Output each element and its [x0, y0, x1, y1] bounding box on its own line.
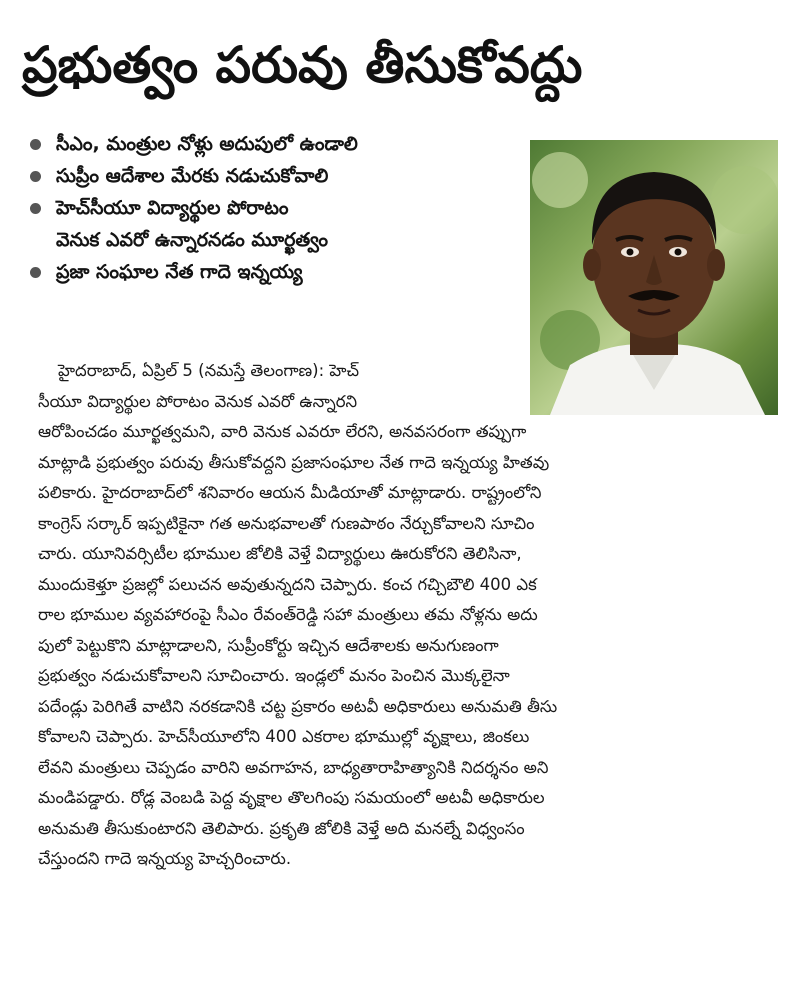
article-line: పలికారు. హైదరాబాద్‌లో శనివారం ఆయన మీడియాతో మాట్లాడారు. రాష్ట్రంలోని [38, 483, 542, 502]
bullet-dot-icon [30, 139, 41, 150]
article-line: మండిపడ్డారు. రోడ్ల వెంబడి పెద్ద వృక్షాల తొలగింపు సమయంలో అటవీ అధికారుల [38, 788, 545, 807]
article-body [38, 356, 778, 875]
highlight-item: సుప్రీం ఆదేశాల మేరకు నడుచుకోవాలి [30, 160, 530, 192]
bullet-dot-icon [30, 203, 41, 214]
article-line: ముందుకెళ్తూ ప్రజల్లో పలుచన అవుతున్నదని చెప్పారు. కంచ గచ్చిబౌలి 400 ఎక [38, 574, 537, 594]
highlight-item: హెచ్‌సీయూ విద్యార్థుల పోరాటం [30, 192, 530, 224]
article-line: ప్రభుత్వం నడుచుకోవాలని సూచించారు. ఇండ్లలో మనం పెంచిన మొక్కలైనా [38, 666, 510, 685]
article-line: రాల భూముల వ్యవహారంపై సీఎం రేవంత్‌రెడ్డి సహా మంత్రులు తమ నోళ్లను అదు [38, 605, 538, 624]
highlights-list [30, 128, 530, 288]
article-line: కోవాలని చెప్పారు. హెచ్‌సీయూలోని 400 ఎకరాల భూముల్లో వృక్షాలు, జింకలు [38, 727, 530, 746]
bullet-dot-icon [30, 267, 41, 278]
bullet-dot-icon [30, 171, 41, 182]
highlight-item: ప్రజా సంఘాల నేత గాదె ఇన్నయ్య [30, 256, 530, 288]
highlight-item-continuation: వెనుక ఎవరో ఉన్నారనడం మూర్ఖత్వం [56, 229, 328, 251]
article-line: సీయూ విద్యార్థుల పోరాటం వెనుక ఎవరో ఉన్నారని [38, 391, 358, 411]
article-line: మాట్లాడి ప్రభుత్వం పరువు తీసుకోవద్దని ప్రజాసంఘాల నేత గాదె ఇన్నయ్య హితవు [38, 452, 550, 472]
article-line: పదేండ్లు పెరిగితే వాటిని నరకడానికి చట్ట ప్రకారం అటవీ అధికారులు అనుమతి తీసు [38, 696, 558, 716]
article-line: ఆరోపించడం మూర్ఖత్వమని, వారి వెనుక ఎవరూ లేరని, అనవసరంగా తప్పుగా [38, 422, 527, 441]
highlight-item: సీఎం, మంత్రుల నోళ్లు అదుపులో ఉండాలి [30, 128, 530, 160]
article-line: హైదరాబాద్, ఏప్రిల్ 5 (నమస్తే తెలంగాణ): హెచ్ [58, 361, 359, 380]
article-line: చారు. యూనివర్సిటీల భూముల జోలికి వెళ్తే విద్యార్థులు ఊరుకోరని తెలిసినా, [38, 544, 522, 563]
headline: ప్రభుత్వం పరువు తీసుకోవద్దు [22, 36, 583, 94]
article-line: కాంగ్రెస్ సర్కార్ ఇప్పటికైనా గత అనుభవాలతో గుణపాఠం నేర్చుకోవాలని సూచిం [38, 513, 535, 533]
article-line: చేస్తుందని గాదె ఇన్నయ్య హెచ్చరించారు. [38, 849, 292, 868]
article-line: అనుమతి తీసుకుంటారని తెలిపారు. ప్రకృతి జోలికి వెళ్తే అది మనల్నే విధ్వంసం [38, 818, 525, 838]
article-line: లేవని మంత్రులు చెప్పడం వారిని అవగాహన, బాధ్యతారాహిత్యానికి నిదర్శనం అని [38, 757, 549, 777]
article-line: పులో పెట్టుకొని మాట్లాడాలని, సుప్రీంకోర్టు ఇచ్చిన ఆదేశాలకు అనుగుణంగా [38, 635, 499, 655]
